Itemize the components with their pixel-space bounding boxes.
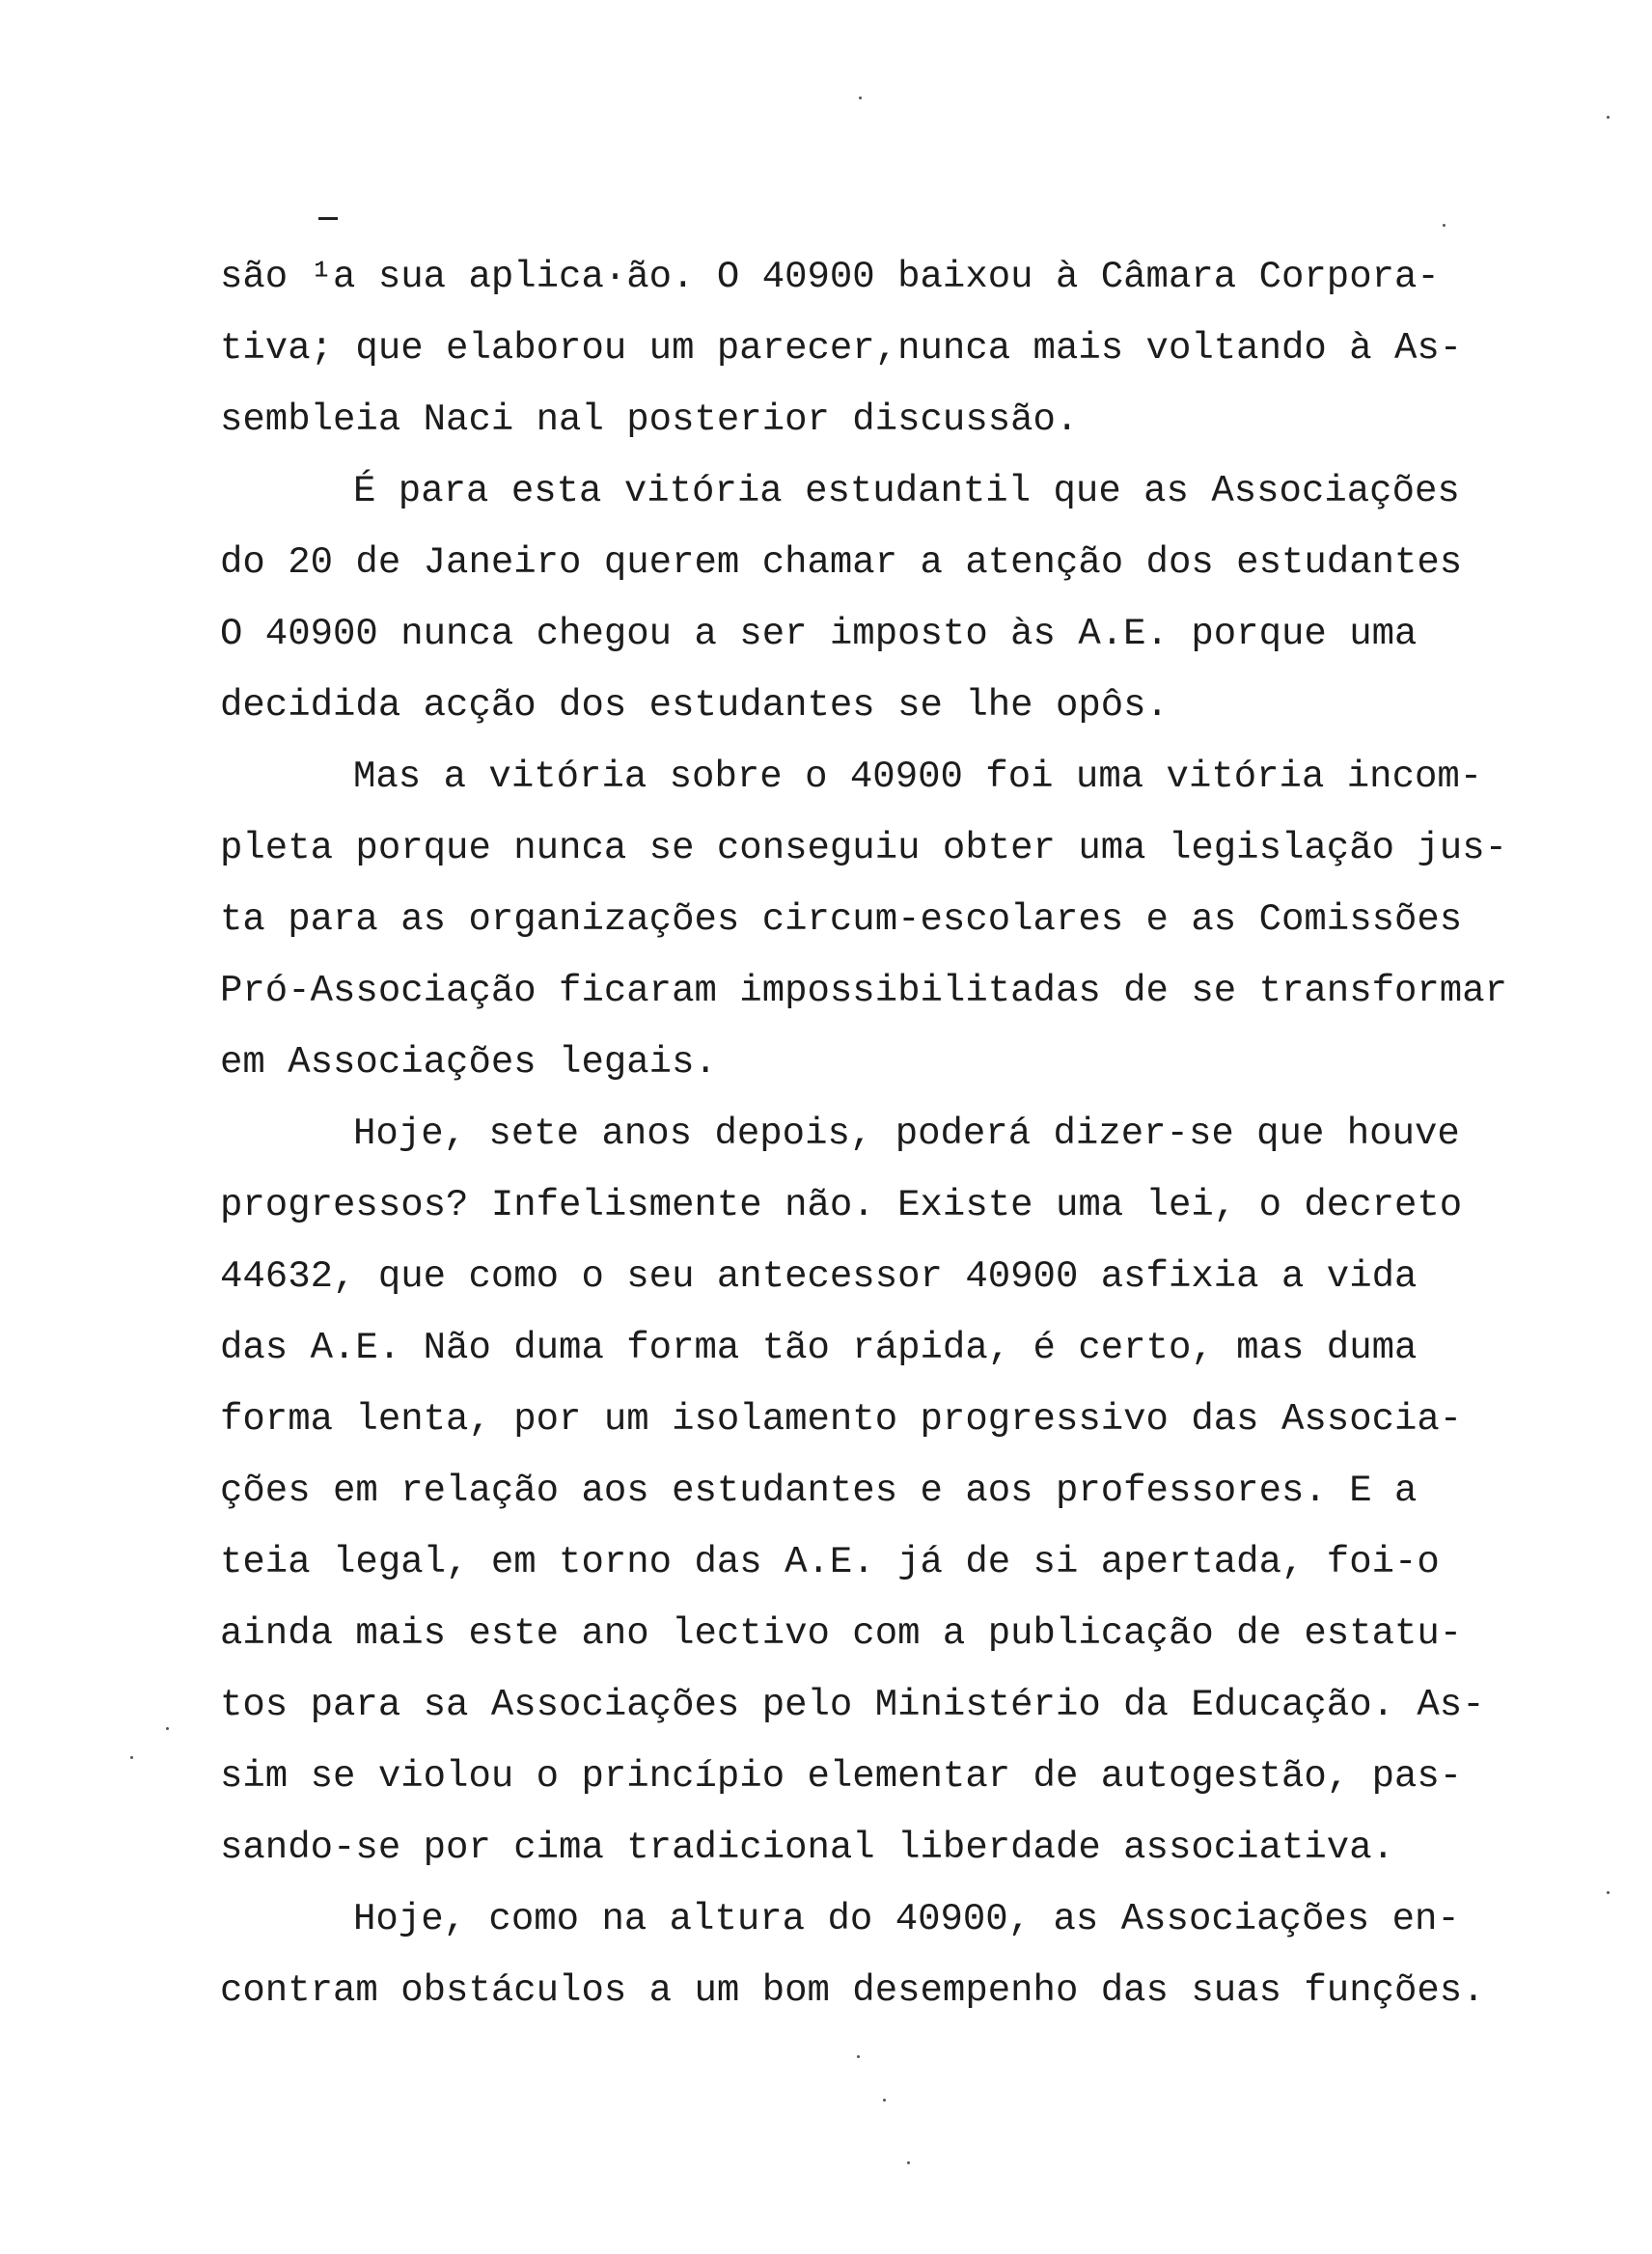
paper-speck [857,2055,860,2058]
paper-speck [166,1727,169,1730]
text-line: tos para sa Associações pelo Ministério da Educação. As- [220,1684,1485,1726]
text-line: Hoje, sete anos depois, poderá dizer-se que houve [353,1113,1460,1155]
paper-speck [130,1756,133,1759]
text-line: das A.E. Não duma forma tão rápida, é certo, mas duma [220,1327,1418,1369]
paper-speck [883,2099,886,2102]
top-dash-mark [318,217,338,220]
text-line: Mas a vitória sobre o 40900 foi uma vitória incom- [353,756,1483,798]
text-line: em Associações legais. [220,1041,717,1084]
paper-speck [1607,1891,1610,1894]
text-line: tiva; que elaborou um parecer,nunca mais voltando à As- [220,327,1463,370]
text-line: O 40900 nunca chegou a ser imposto às A.E. porque uma [220,613,1418,655]
paper-speck [859,96,862,99]
text-line: pleta porque nunca se conseguiu obter uma legislação jus- [220,827,1508,869]
text-line: Pró-Associação ficaram impossibilitadas de se transformar [220,970,1508,1012]
text-line: do 20 de Janeiro querem chamar a atenção dos estudantes [220,541,1463,584]
text-line: sim se violou o princípio elementar de autogestão, pas- [220,1755,1463,1798]
text-line: É para esta vitória estudantil que as Associações [353,470,1460,512]
text-line: ta para as organizações circum-escolares e as Comissões [220,898,1463,941]
text-line: ções em relação aos estudantes e aos professores. E a [220,1470,1418,1512]
text-line: sando-se por cima tradicional liberdade associativa. [220,1827,1394,1869]
text-line: forma lenta, por um isolamento progressivo das Associa- [220,1398,1463,1441]
text-line: progressos? Infelismente não. Existe uma lei, o decreto [220,1184,1463,1226]
text-line: contram obstáculos a um bom desempenho das suas funções. [220,1969,1485,2012]
text-line: são ¹a sua aplica·ão. O 40900 baixou à Câmara Corpora- [220,256,1440,298]
paper-speck [1607,116,1610,119]
paper-speck [907,2161,910,2164]
text-line: ainda mais este ano lectivo com a publicação de estatu- [220,1612,1463,1655]
text-line: sembleia Naci nal posterior discussão. [220,399,1079,441]
text-line: Hoje, como na altura do 40900, as Associações en- [353,1898,1460,1940]
text-line: teia legal, em torno das A.E. já de si apertada, foi-o [220,1541,1440,1583]
paper-speck [1443,224,1446,227]
text-line: decidida acção dos estudantes se lhe opôs. [220,684,1169,727]
text-line: 44632, que como o seu antecessor 40900 asfixia a vida [220,1255,1418,1298]
